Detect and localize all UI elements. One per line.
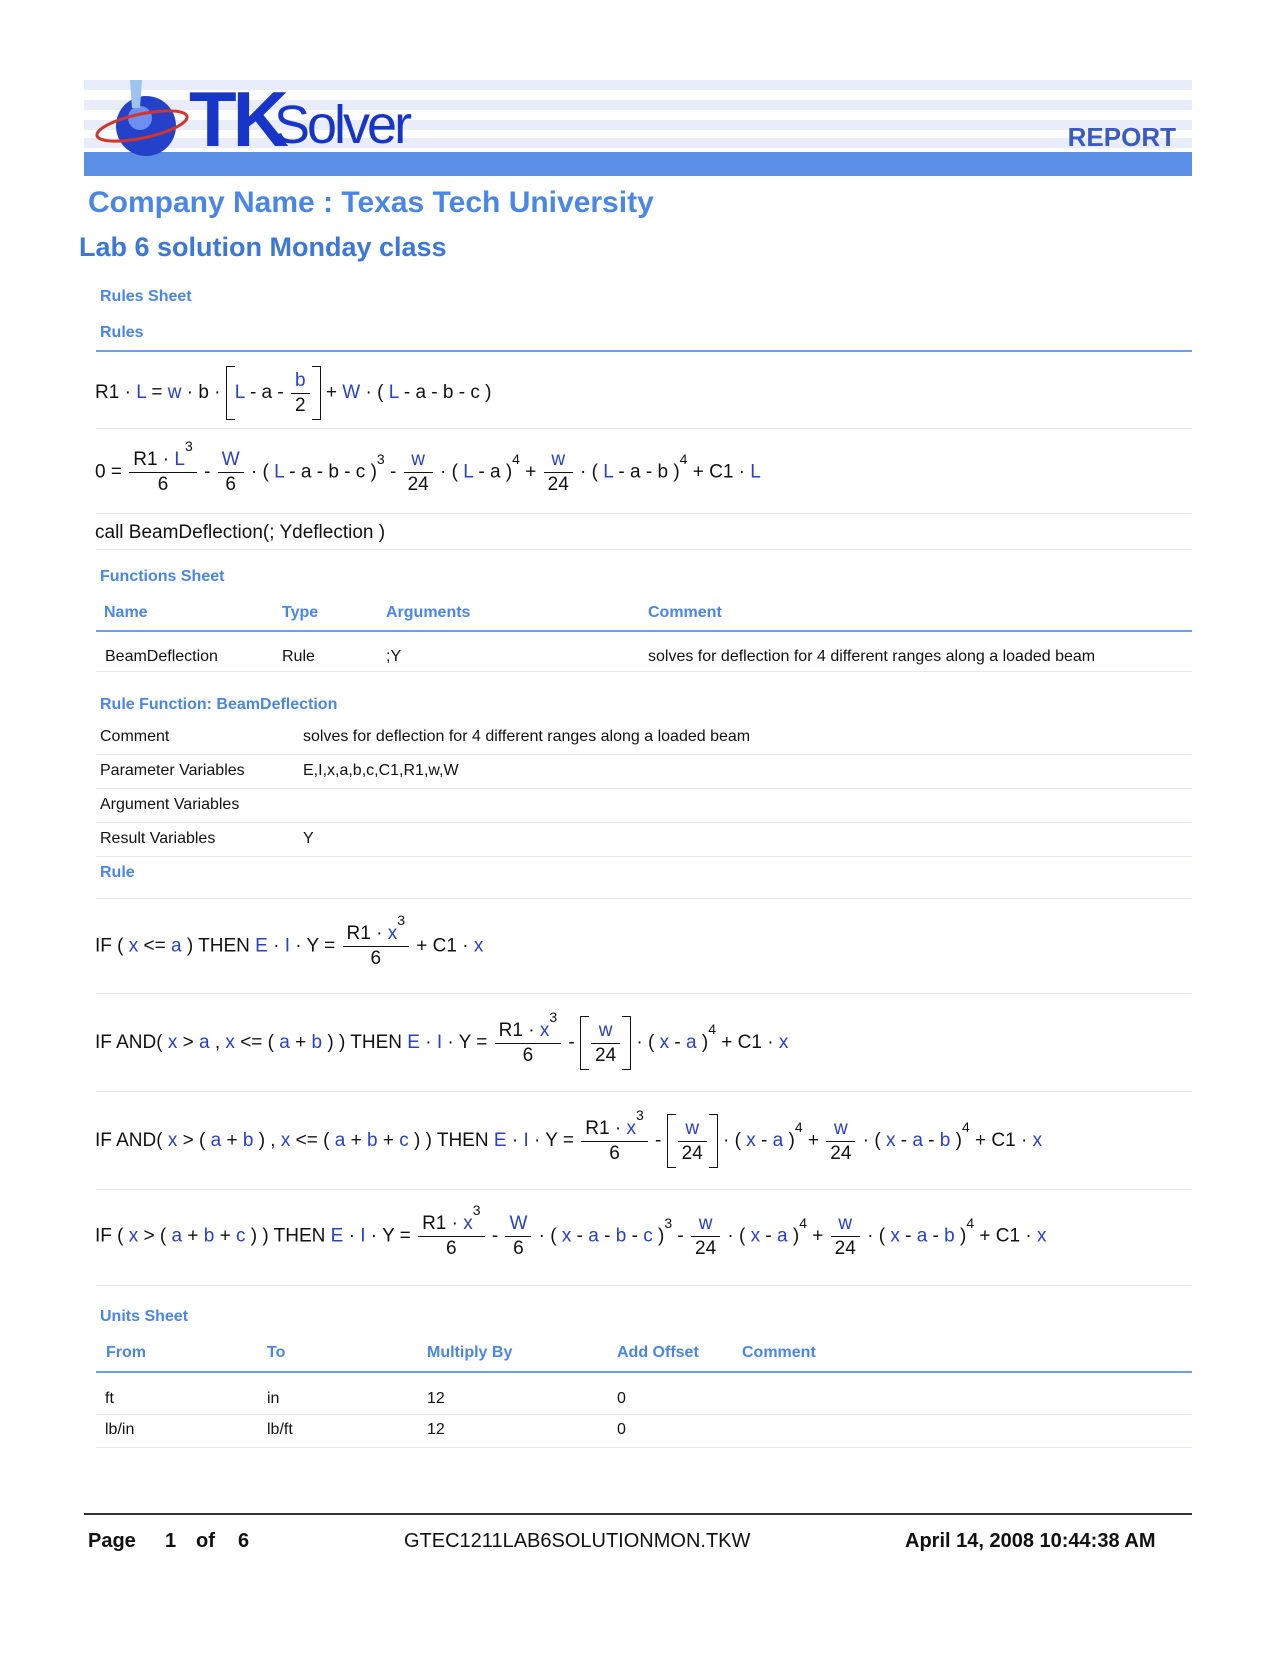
unit-multiply-2: 12	[427, 1421, 445, 1438]
units-col-offset: Add Offset	[617, 1344, 699, 1361]
unit-from-2: lb/in	[105, 1421, 135, 1438]
rules-sheet-heading: Rules Sheet	[100, 288, 192, 305]
unit-to-2: lb/ft	[267, 1421, 293, 1438]
rules-subheading: Rules	[100, 324, 144, 341]
rf-label-arguments: Argument Variables	[100, 796, 240, 813]
col-arguments: Arguments	[386, 604, 471, 621]
function-type: Rule	[282, 648, 315, 665]
col-comment: Comment	[648, 604, 722, 621]
report-label: REPORT	[1067, 122, 1176, 152]
footer-page-total: 6	[238, 1530, 250, 1552]
page-title: Lab 6 solution Monday class	[79, 232, 447, 262]
col-type: Type	[282, 604, 319, 621]
units-col-multiply: Multiply By	[427, 1344, 513, 1361]
if-rule-1: IF ( x <= a ) THEN E · I · Y = $\frac{R1 \cdot x^3}{6}$ + C1 · x	[95, 912, 484, 969]
unit-multiply-1: 12	[427, 1390, 445, 1407]
footer-page-num: 1	[165, 1530, 177, 1552]
rf-value-comment: solves for deflection for 4 different ranges along a loaded beam	[303, 728, 751, 745]
footer-filename: GTEC1211LAB6SOLUTIONMON.TKW	[404, 1530, 751, 1552]
logo-solver: Solver	[274, 95, 410, 155]
function-arguments: ;Y	[386, 648, 402, 665]
rf-value-results: Y	[303, 830, 314, 847]
if-rule-3: IF AND( x > ( a + b ) , x <= ( a + b + c ) ) THEN E · I · Y = $\frac{R1 \cdot x^3}{6}$ - $\frac{w}{24}$ · ( x - a )$^4$ + $\frac{w}{24}$ · ( x - a - b )$^4$ + C1 · x	[95, 1114, 1042, 1168]
units-col-to: To	[267, 1344, 286, 1361]
units-col-comment: Comment	[742, 1344, 816, 1361]
footer-divider	[84, 1513, 1192, 1515]
function-comment: solves for deflection for 4 different ranges along a loaded beam	[648, 648, 1096, 665]
col-name: Name	[104, 604, 148, 621]
if-rule-4: IF ( x > ( a + b + c ) ) THEN E · I · Y = $\frac{R1 \cdot x^3}{6}$ - $\frac{W}{6}$ · ( x - a - b - c )$^3$ - $\frac{w}{24}$ · ( x - a )$^4$ + $\frac{w}{24}$ · ( x - a - b )$^4$ + C1 · x	[95, 1202, 1047, 1259]
unit-offset-1: 0	[617, 1390, 626, 1407]
company-name: Company Name : Texas Tech University	[88, 186, 654, 219]
report-header	[84, 75, 1192, 176]
rf-label-comment: Comment	[100, 728, 170, 745]
footer-of-label: of	[196, 1530, 215, 1552]
units-col-from: From	[106, 1344, 146, 1361]
rule-call: call BeamDeflection(; Ydeflection )	[95, 522, 386, 543]
rf-label-parameters: Parameter Variables	[100, 762, 245, 779]
units-sheet-heading: Units Sheet	[100, 1308, 189, 1325]
rf-label-results: Result Variables	[100, 830, 216, 847]
unit-to-1: in	[267, 1390, 280, 1407]
rule-equation-2: 0 = $\frac{R1 \cdot L^3}{6}$ - $\frac{W}{6}$ · ( L - a - b - c )$^3$ - $\frac{w}{24}$ · ( L - a )$^4$ + $\frac{w}{24}$ · ( L - a - b )$^4$ + C1 · L	[95, 438, 761, 495]
logo-tk: TK	[189, 75, 285, 163]
footer-datetime: April 14, 2008 10:44:38 AM	[905, 1530, 1156, 1552]
rule-heading: Rule	[100, 864, 135, 881]
head-logo-icon	[90, 78, 190, 168]
function-name: BeamDeflection	[105, 648, 218, 665]
rule-function-heading: Rule Function: BeamDeflection	[100, 696, 338, 713]
unit-offset-2: 0	[617, 1421, 626, 1438]
unit-from-1: ft	[105, 1390, 114, 1407]
functions-sheet-heading: Functions Sheet	[100, 568, 225, 585]
footer-page-label: Page	[88, 1530, 136, 1552]
rf-value-parameters: E,I,x,a,b,c,C1,R1,w,W	[303, 762, 459, 779]
if-rule-2: IF AND( x > a , x <= ( a + b ) ) THEN E · I · Y = $\frac{R1 \cdot x^3}{6}$ - $\frac{w}{24}$ · ( x - a )$^4$ + C1 · x	[95, 1016, 788, 1070]
rule-equation-1: R1 · L = w · b · L - a - $\frac{b}{2}$ + W · ( L - a - b - c )	[95, 366, 491, 420]
